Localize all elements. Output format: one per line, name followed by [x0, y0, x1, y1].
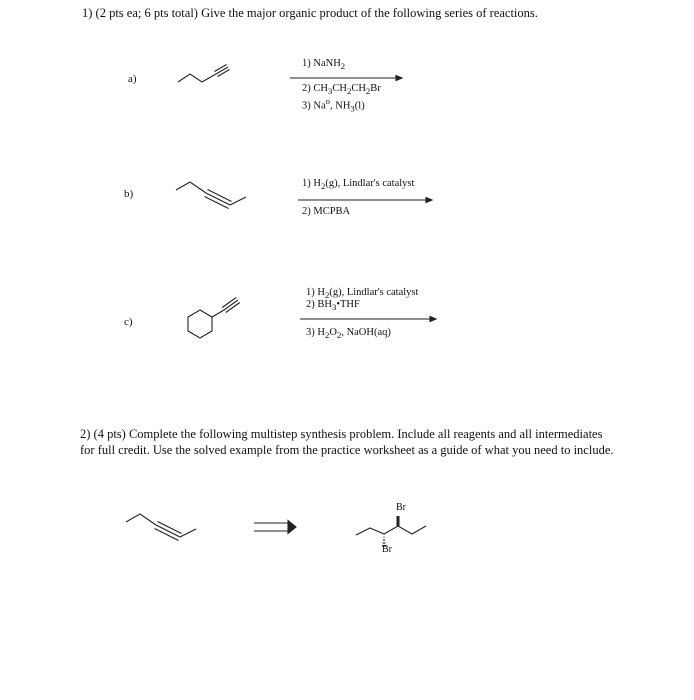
part-a-reagent-1: 1) NaNH$_2$ — [302, 58, 346, 72]
part-b-internal-alkyne — [170, 176, 260, 216]
part-c-reagent-1: 1) $H_2(g)$, Lindlar's catalyst — [306, 287, 419, 301]
synthesis-starting-alkyne — [120, 508, 210, 548]
question-2-prompt: 2) (4 pts) Complete the following multistep synthesis problem. Include all reagents and all intermediates for full credit. Use the solved example from the practice worksheet as a guide of what you need to include. — [80, 427, 614, 457]
part-b-label: b) — [124, 188, 134, 200]
question-1-prompt: 1) (2 pts ea; 6 pts total) Give the major organic product of the following series of reactions. — [82, 6, 538, 20]
product-bromine-top: Br — [396, 502, 406, 513]
part-a-reagent-2: 2) $CH_3CH_2CH_2Br$ — [302, 83, 381, 97]
part-a-starting-alkyne — [170, 60, 250, 90]
product-bromine-bottom: Br — [382, 544, 392, 555]
part-c-reaction-arrow — [300, 315, 440, 323]
part-c-label: c) — [124, 316, 133, 328]
part-b-reaction-arrow — [298, 196, 438, 204]
part-c-cyclohexyl-alkyne — [180, 290, 250, 346]
synthesis-target-dibromide — [350, 510, 440, 550]
part-a-label: a) — [128, 73, 137, 85]
part-c-reagent-3: 3) $H_2O_2$, NaOH(aq) — [306, 327, 391, 341]
part-b-reagent-1: 1) $H_2(g)$, Lindlar's catalyst — [302, 178, 415, 192]
part-b-reagent-2: 2) MCPBA — [302, 206, 351, 217]
part-a-reagent-3: 3) Na$^o$, $NH_3(l)$ — [302, 96, 365, 114]
part-c-reagent-2: 2) $BH_3•THF$ — [306, 299, 360, 313]
multistep-synthesis-arrow — [254, 520, 304, 536]
part-a-reaction-arrow — [290, 74, 410, 82]
